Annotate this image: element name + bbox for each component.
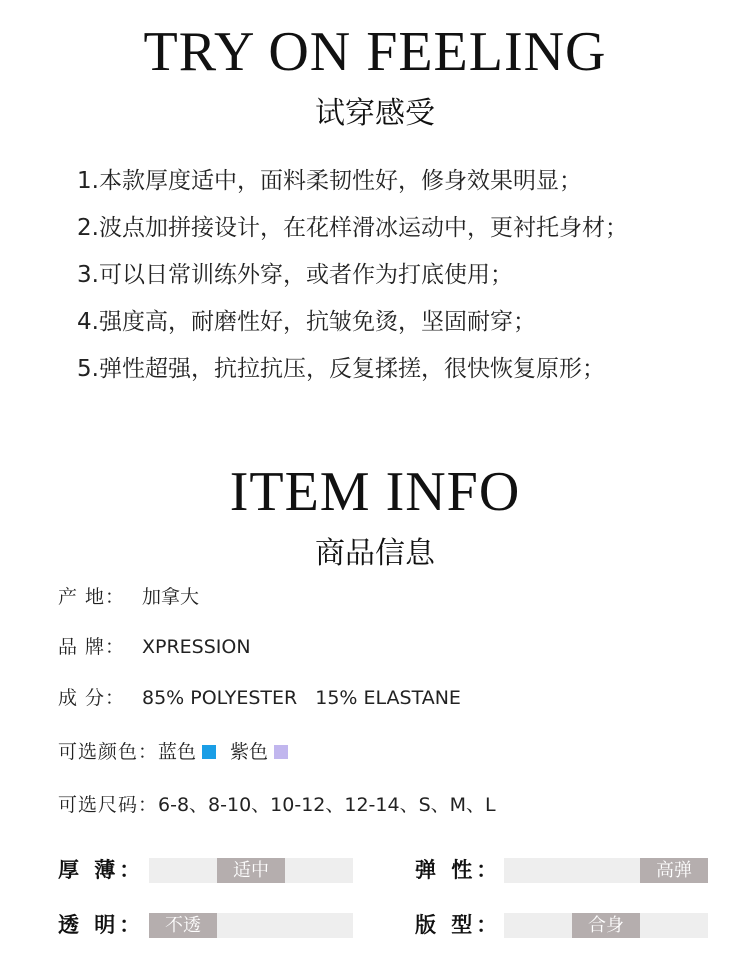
origin-row [58,584,199,610]
feature-list [77,162,737,397]
try-on-title-cn: 试穿感受 [315,96,435,131]
feature-item: 2.波点加拼接设计，在花样滑冰运动中，更衬托身材； [77,215,628,241]
feature-item: 3.可以日常训练外穿，或者作为打底使用； [77,262,513,288]
composition-row [58,685,461,711]
brand-row [58,634,251,660]
thickness-marker: 适中 [217,858,285,883]
feature-item: 4.强度高，耐磨性好，抗皱免烫，坚固耐穿； [77,309,536,335]
sizes-row [58,792,496,818]
brand-label: 品 牌： [58,636,126,658]
elasticity-marker: 高弹 [640,858,708,883]
item-info-title-cn: 商品信息 [315,536,435,571]
colors-label: 可选颜色： [58,741,159,763]
thickness-scale [149,858,353,883]
color-option-purple: 紫色 [230,741,269,763]
origin-value: 加拿大 [142,586,200,608]
composition-value-polyester: 85% POLYESTER [142,687,298,709]
brand-value: XPRESSION [142,636,251,658]
feature-item: 1.本款厚度适中，面料柔韧性好，修身效果明显； [77,168,582,194]
elasticity-label: 弹 性： [415,858,502,882]
transparency-marker: 不透 [149,913,217,938]
origin-label: 产 地： [58,586,126,608]
thickness-label: 厚 薄： [58,858,145,882]
colors-row [58,739,302,765]
transparency-scale [149,913,353,938]
sizes-value: 6-8、8-10、10-12、12-14、S、M、L [158,794,496,816]
elasticity-scale [504,858,708,883]
color-swatch-blue [202,745,216,759]
fit-scale [504,913,708,938]
sizes-label: 可选尺码： [58,794,159,816]
fit-marker: 合身 [572,913,640,938]
feature-item: 5.弹性超强，抗拉抗压，反复揉搓，很快恢复原形； [77,356,605,382]
try-on-title-en: TRY ON FEELING [143,21,607,83]
item-info-title-en: ITEM INFO [229,461,521,523]
fit-label: 版 型： [415,913,502,937]
color-option-blue: 蓝色 [158,741,197,763]
color-swatch-purple [274,745,288,759]
composition-label: 成 分： [58,687,126,709]
transparency-label: 透 明： [58,913,145,937]
composition-value-elastane: 15% ELASTANE [315,687,461,709]
